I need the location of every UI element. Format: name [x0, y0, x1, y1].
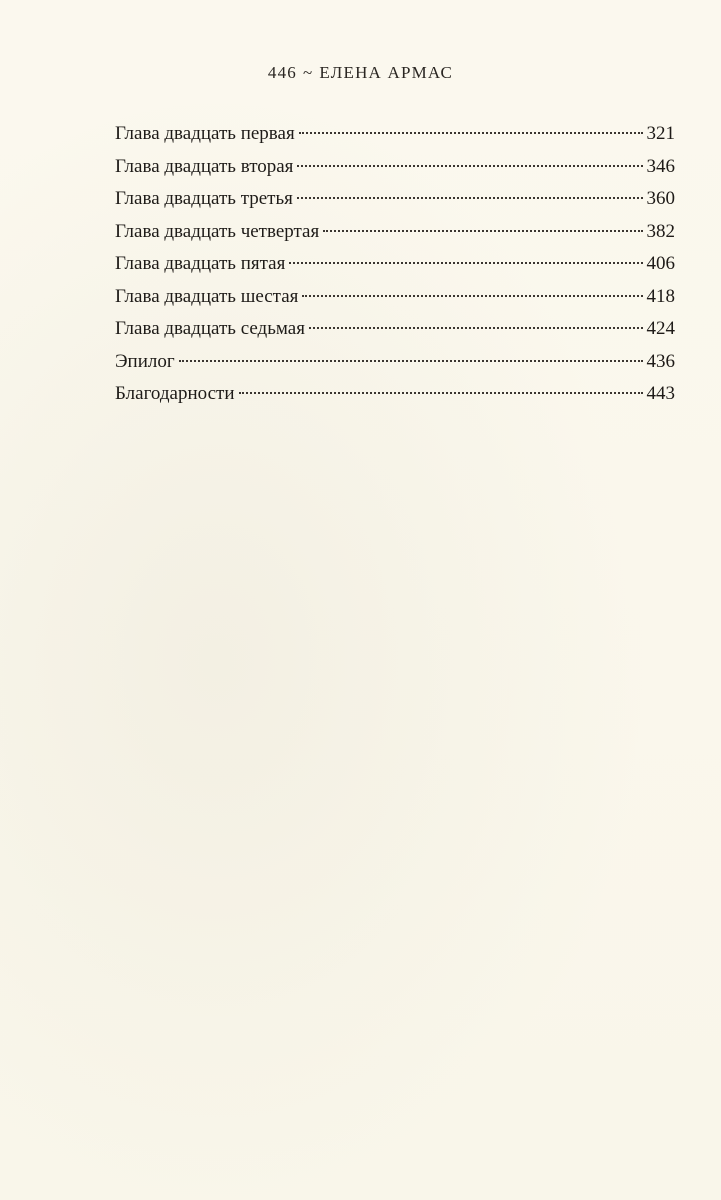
toc-entry-page: 443 [646, 383, 675, 404]
toc-entry-title: Глава двадцать седьмая [115, 318, 305, 339]
toc-entry-title: Глава двадцать четвертая [115, 220, 320, 242]
dot-leader [179, 360, 643, 362]
toc-entry-title: Глава двадцать первая [115, 123, 295, 144]
toc-entry-title: Благодарности [115, 383, 235, 404]
author-name: ЕЛЕНА АРМАС [319, 63, 454, 82]
toc-entry-epilogue [115, 346, 675, 379]
toc-entry-page: 382 [646, 220, 675, 242]
toc-entry-chapter-25 [115, 248, 675, 281]
toc-entry-acknowledgements [115, 378, 675, 411]
running-head-separator: ~ [303, 63, 314, 82]
dot-leader [297, 165, 642, 167]
toc-entry-page: 406 [646, 253, 675, 274]
toc-entry-page: 424 [646, 318, 675, 339]
toc-entry-page: 360 [646, 188, 675, 209]
toc-entry-page: 418 [646, 285, 675, 307]
toc-entry-chapter-23 [115, 183, 675, 216]
dot-leader [239, 392, 643, 394]
dot-leader [299, 132, 643, 134]
dot-leader [289, 262, 642, 264]
dot-leader [302, 295, 642, 297]
toc-entry-chapter-21 [115, 118, 675, 151]
dot-leader [323, 230, 642, 232]
toc-entry-title: Глава двадцать вторая [115, 155, 294, 177]
toc-entry-page: 321 [646, 123, 675, 144]
toc-entry-title: Глава двадцать шестая [115, 285, 299, 307]
toc-entry-chapter-27 [115, 313, 675, 346]
toc-entry-chapter-24 [115, 216, 675, 249]
table-of-contents [115, 118, 675, 411]
running-head [0, 63, 721, 83]
toc-entry-page: 346 [646, 155, 675, 177]
toc-entry-page: 436 [646, 350, 675, 372]
toc-entry-chapter-26 [115, 281, 675, 314]
dot-leader [297, 197, 643, 199]
dot-leader [309, 327, 643, 329]
toc-entry-title: Глава двадцать третья [115, 188, 293, 209]
toc-entry-title: Глава двадцать пятая [115, 253, 286, 274]
page-number: 446 [267, 63, 297, 82]
toc-entry-chapter-22 [115, 151, 675, 184]
toc-entry-title: Эпилог [115, 350, 175, 372]
